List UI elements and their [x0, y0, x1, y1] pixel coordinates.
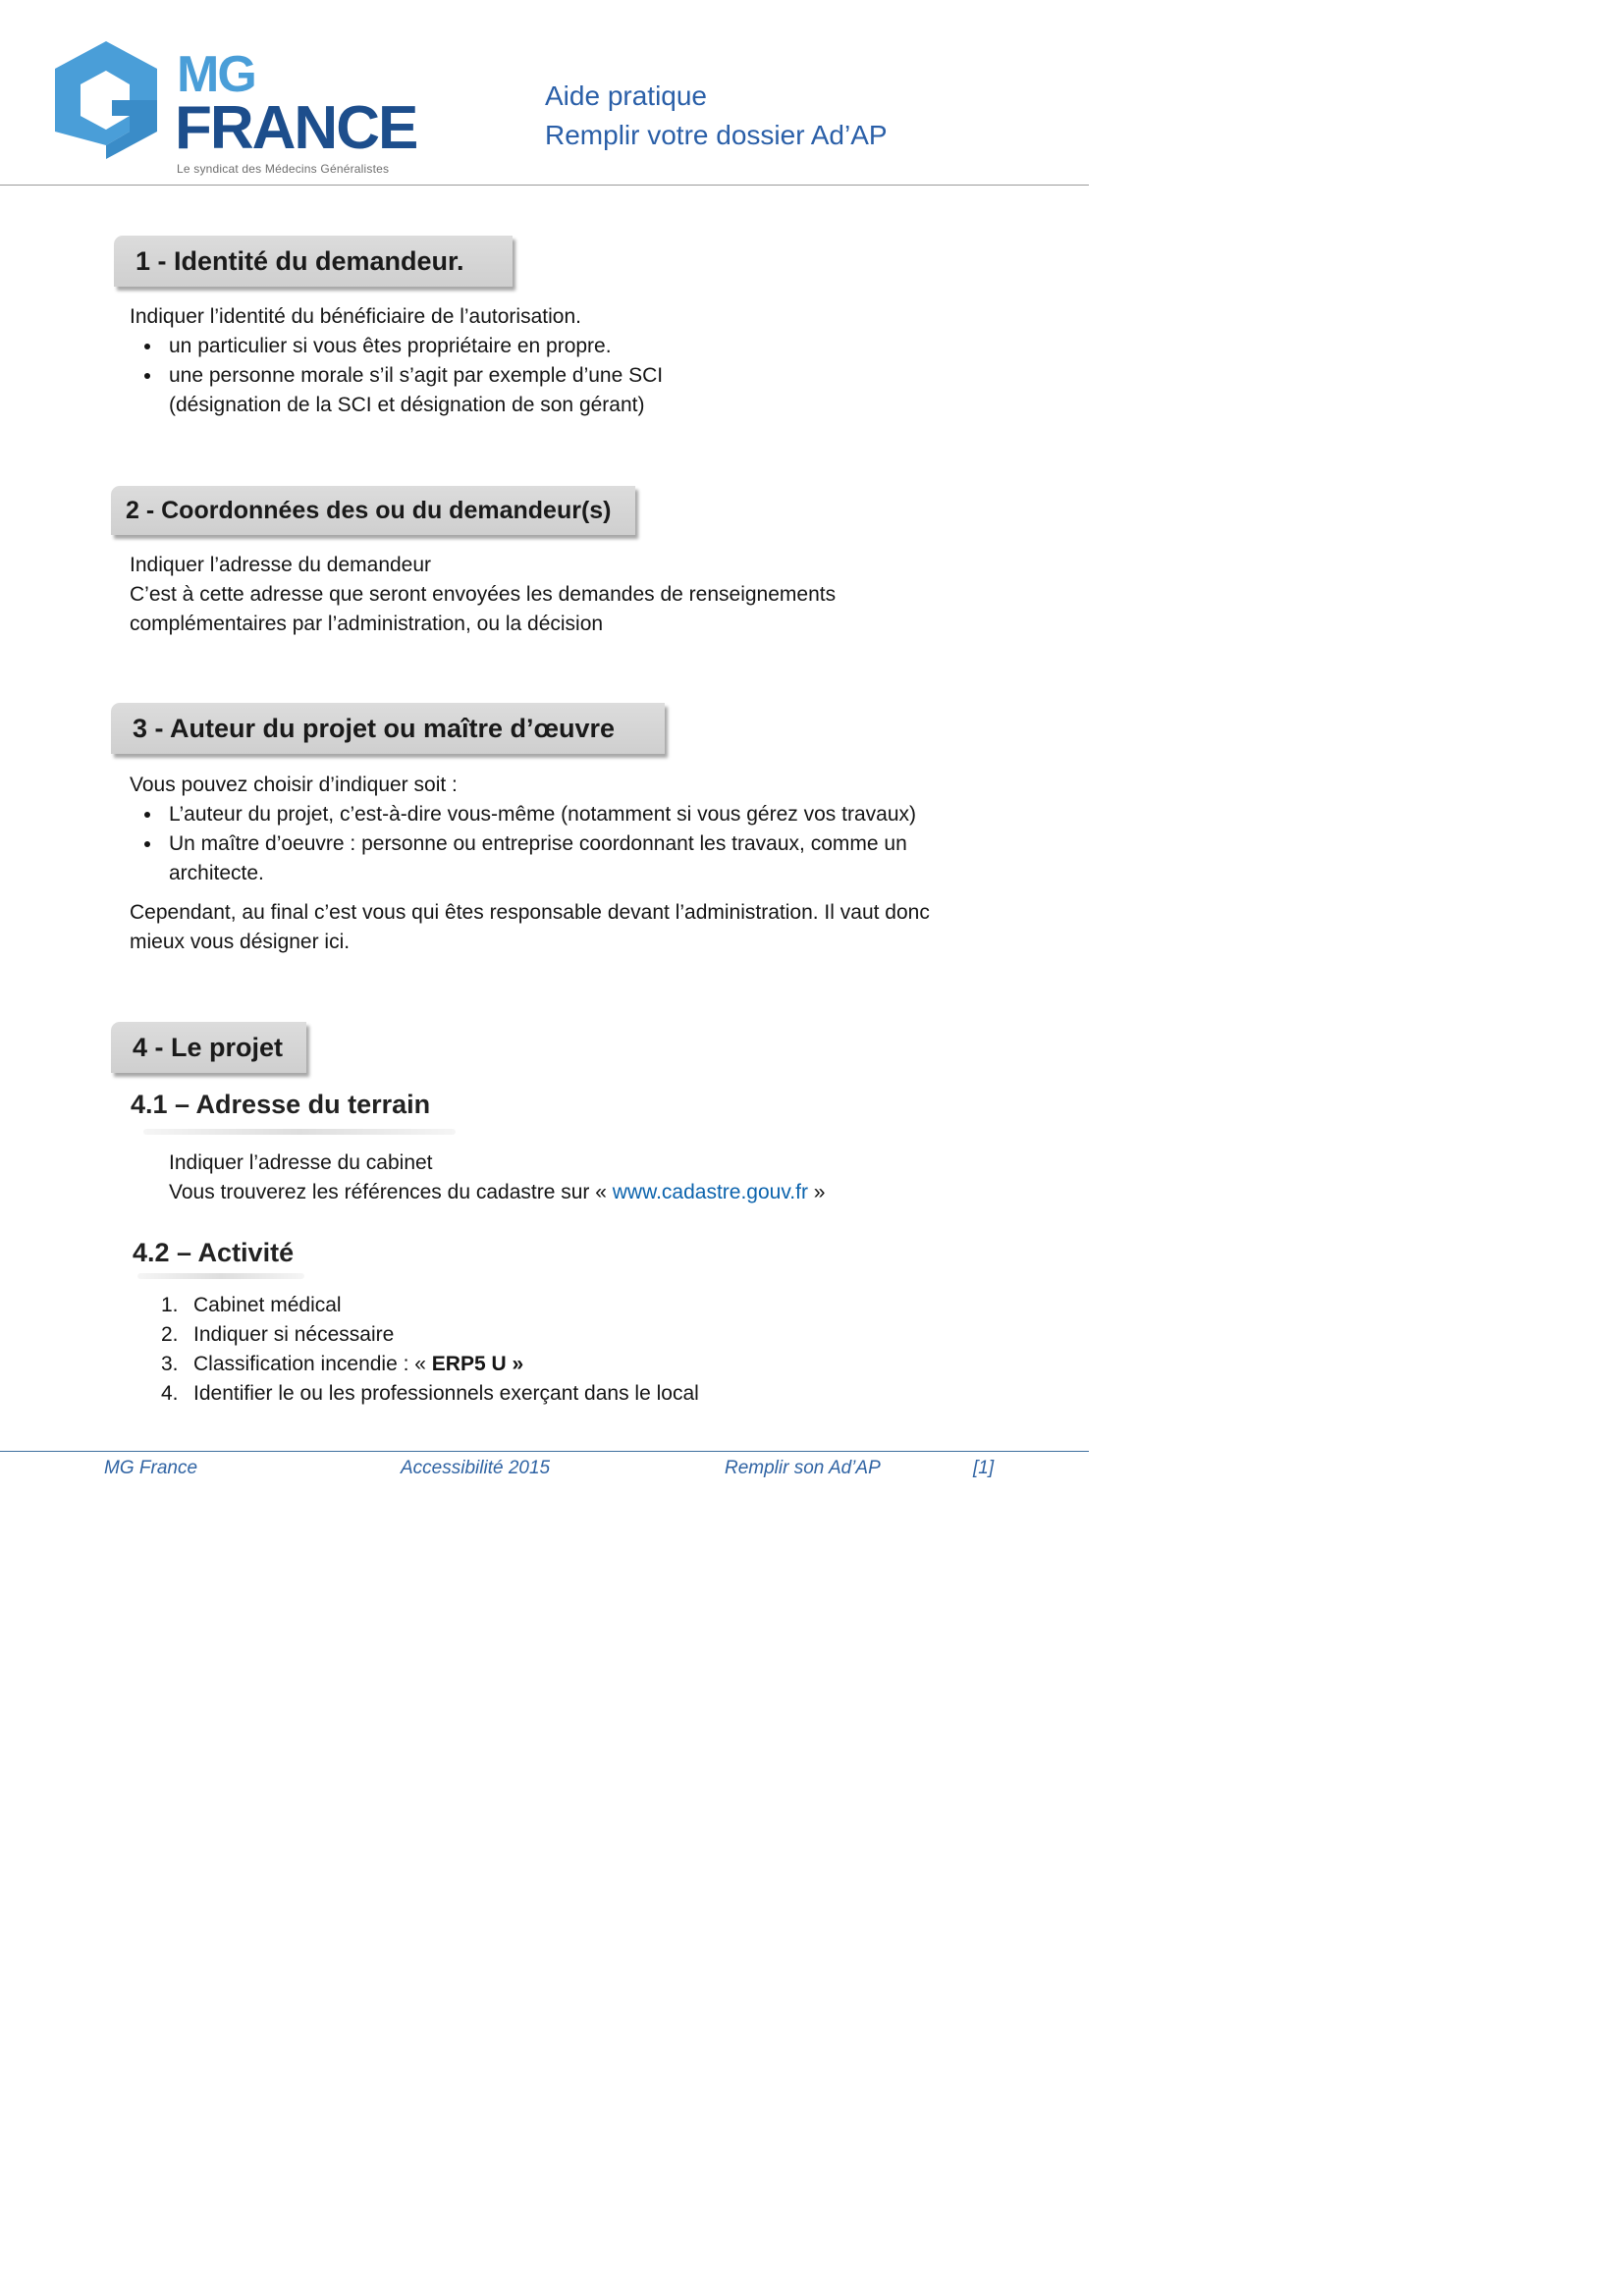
subsection-4-2-underline: [137, 1273, 304, 1279]
logo-tagline: Le syndicat des Médecins Généralistes: [177, 162, 390, 176]
activity-item-number: 2.: [161, 1323, 179, 1346]
section-2-line-1: Indiquer l’adresse du demandeur: [130, 554, 432, 576]
subsection-4-1-line-1: Indiquer l’adresse du cabinet: [169, 1151, 433, 1174]
footer-document: Remplir son Ad’AP: [725, 1458, 881, 1478]
cadastre-link[interactable]: www.cadastre.gouv.fr: [612, 1181, 808, 1203]
footer-topic: Accessibilité 2015: [401, 1458, 551, 1478]
bullet-icon: [144, 344, 150, 349]
footer-organization: MG France: [104, 1458, 198, 1478]
activity-item-number: 1.: [161, 1294, 179, 1316]
activity-item-number: 3.: [161, 1353, 179, 1375]
section-3-paragraph-line-1: Cependant, au final c’est vous qui êtes responsable devant l’administration. Il vaut donc: [130, 901, 930, 924]
section-1-bullet-2-continued: (désignation de la SCI et désignation de son gérant): [169, 394, 645, 416]
subsection-4-1-underline: [143, 1129, 456, 1135]
logo-text-france: FRANCE: [175, 94, 417, 162]
bullet-icon: [144, 373, 150, 379]
section-3-intro: Vous pouvez choisir d’indiquer soit :: [130, 774, 458, 796]
cadastre-text-before: Vous trouverez les références du cadastre sur «: [169, 1181, 613, 1203]
erp-classification: ERP5 U »: [431, 1353, 524, 1375]
cadastre-text-after: »: [807, 1181, 826, 1203]
section-3-bullet-2-continued: architecte.: [169, 862, 264, 884]
section-1-bullet-2: une personne morale s’il s’agit par exemple d’une SCI: [169, 364, 664, 387]
section-3-paragraph-line-2: mieux vous désigner ici.: [130, 931, 351, 953]
activity-item-3-text: Classification incendie : «: [193, 1353, 432, 1375]
section-1-heading: 1 - Identité du demandeur.: [114, 236, 513, 287]
footer-page-number: [1]: [973, 1458, 995, 1478]
section-2-line-2: C’est à cette adresse que seront envoyées les demandes de renseignements: [130, 583, 837, 606]
subsection-4-1-heading: 4.1 – Adresse du terrain: [131, 1090, 431, 1119]
activity-item-4: Identifier le ou les professionnels exerçant dans le local: [193, 1382, 699, 1405]
section-3-bullet-1: L’auteur du projet, c’est-à-dire vous-même (notamment si vous gérez vos travaux): [169, 803, 916, 826]
section-1-intro: Indiquer l’identité du bénéficiaire de l’autorisation.: [130, 305, 581, 328]
activity-item-3: [193, 1350, 523, 1379]
section-3-heading: 3 - Auteur du projet ou maître d’œuvre: [111, 703, 665, 754]
section-2-line-3: complémentaires par l’administration, ou la décision: [130, 613, 604, 635]
footer-divider: [0, 1451, 1089, 1452]
header-divider: [0, 185, 1089, 186]
activity-item-2: Indiquer si nécessaire: [193, 1323, 395, 1346]
activity-item-number: 4.: [161, 1382, 179, 1405]
section-2-heading: 2 - Coordonnées des ou du demandeur(s): [111, 486, 635, 535]
section-1-bullet-1: un particulier si vous êtes propriétaire en propre.: [169, 335, 612, 357]
document-title-line1: Aide pratique: [545, 80, 708, 111]
subsection-4-1-line-2: [169, 1178, 825, 1207]
logo-text-mg: MG: [177, 46, 255, 103]
bullet-icon: [144, 841, 150, 847]
bullet-icon: [144, 812, 150, 818]
section-3-bullet-2: Un maître d’oeuvre : personne ou entreprise coordonnant les travaux, comme un: [169, 832, 907, 855]
subsection-4-2-heading: 4.2 – Activité: [133, 1238, 295, 1267]
document-title-line2: Remplir votre dossier Ad’AP: [545, 120, 888, 150]
section-4-heading: 4 - Le projet: [111, 1022, 306, 1073]
activity-item-1: Cabinet médical: [193, 1294, 342, 1316]
mg-france-hexagon-logo: [51, 37, 161, 163]
